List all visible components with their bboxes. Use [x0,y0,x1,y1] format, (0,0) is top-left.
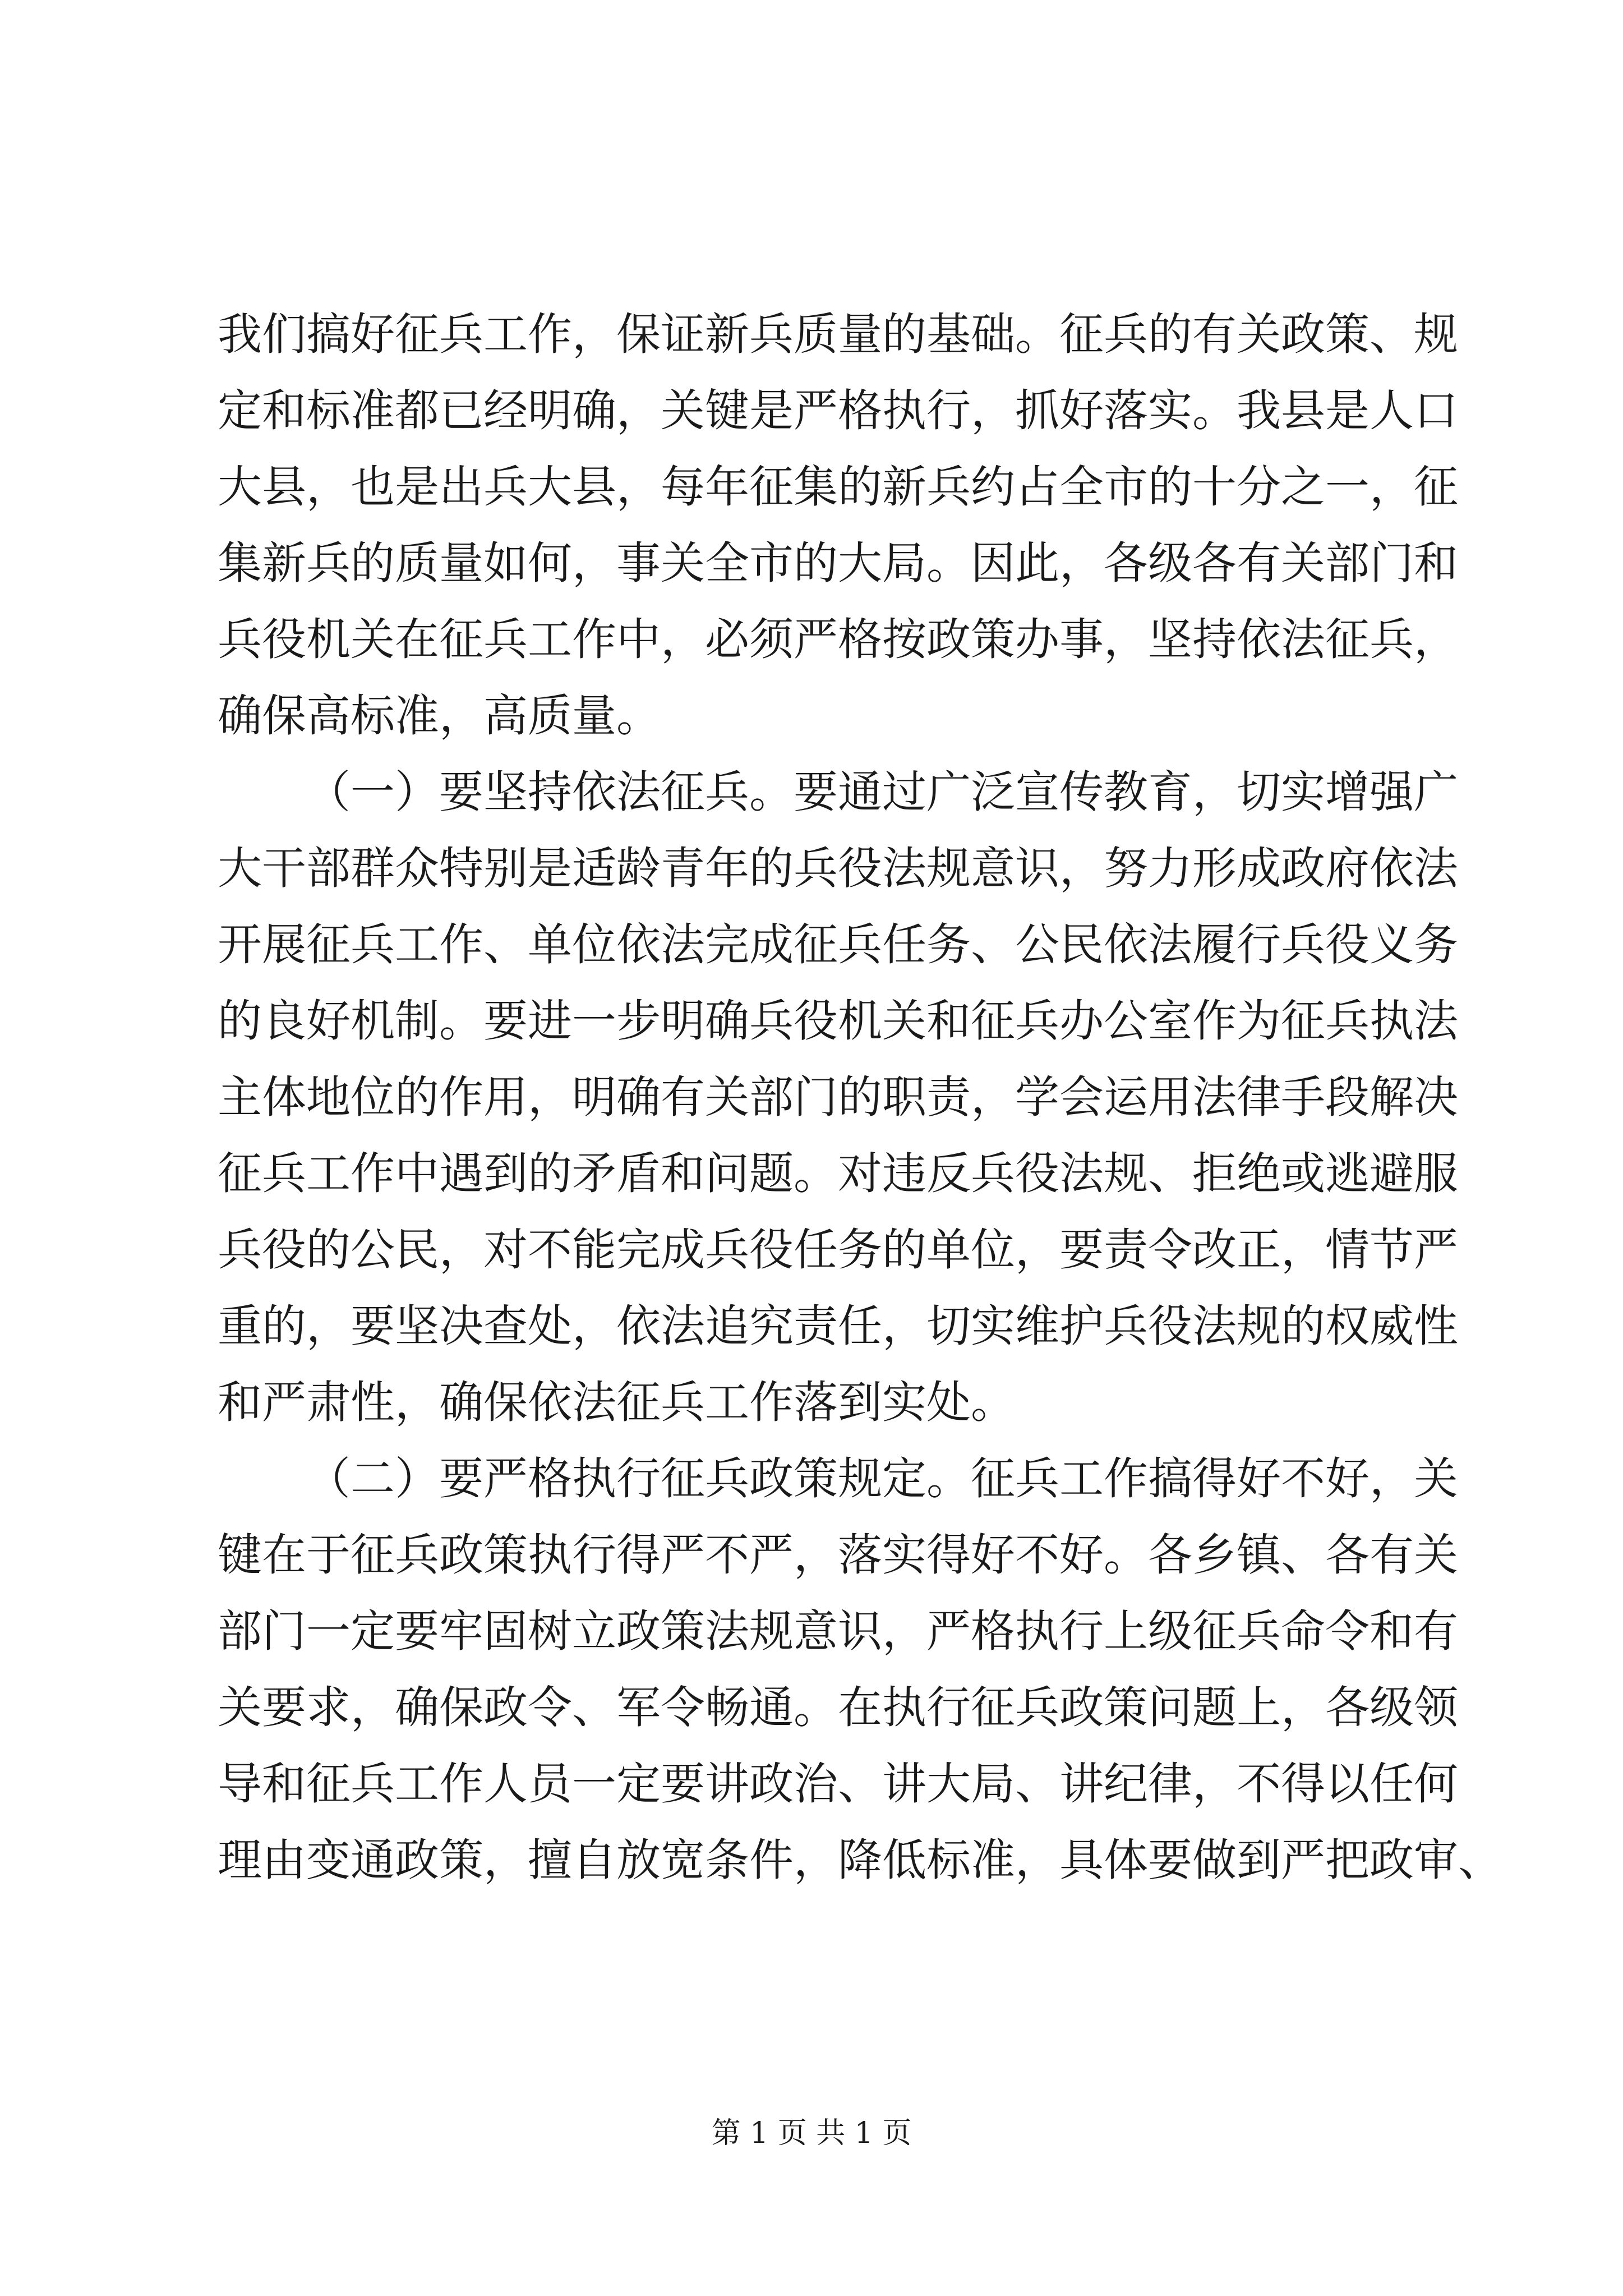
document-body [218,296,1502,1898]
text-line: 重的，要坚决查处，依法追究责任，切实维护兵役法规的权威性 [218,1300,1458,1352]
text-line: 定和标准都已经明确，关键是严格执行，抓好落实。我县是人口 [218,385,1458,436]
paragraph-heading-line: （一）要坚持依法征兵。要通过广泛宣传教育，切实增强广 [306,766,1458,818]
text-line: 大干部群众特别是适龄青年的兵役法规意识，努力形成政府依法 [218,843,1458,894]
text-line: 开展征兵工作、单位依法完成征兵任务、公民依法履行兵役义务 [218,919,1458,970]
text-line: 部门一定要牢固树立政策法规意识，严格执行上级征兵命令和有 [218,1605,1458,1657]
text-line: 兵役机关在征兵工作中，必须严格按政策办事，坚持依法征兵， [218,614,1458,665]
paragraph-heading-line: （二）要严格执行征兵政策规定。征兵工作搞得好不好，关 [306,1453,1458,1504]
text-line: 导和征兵工作人员一定要讲政治、讲大局、讲纪律，不得以任何 [218,1758,1458,1810]
text-line: 的良好机制。要进一步明确兵役机关和征兵办公室作为征兵执法 [218,995,1458,1047]
text-line: 理由变通政策，擅自放宽条件，降低标准，具体要做到严把政审、 [218,1834,1502,1886]
text-line: 主体地位的作用，明确有关部门的职责，学会运用法律手段解决 [218,1071,1458,1123]
text-line: 关要求，确保政令、军令畅通。在执行征兵政策问题上，各级领 [218,1682,1458,1733]
text-line: 大县，也是出兵大县，每年征集的新兵约占全市的十分之一，征 [218,461,1458,513]
text-line: 键在于征兵政策执行得严不严，落实得好不好。各乡镇、各有关 [218,1529,1458,1581]
text-line: 和严肃性，确保依法征兵工作落到实处。 [218,1377,1015,1428]
text-line: 集新兵的质量如何，事关全市的大局。因此，各级各有关部门和 [218,537,1458,589]
text-line: 确保高标准，高质量。 [218,690,661,742]
page-footer: 第 1 页 共 1 页 [711,2116,912,2150]
text-line: 兵役的公民，对不能完成兵役任务的单位，要责令改正，情节严 [218,1224,1458,1276]
text-line: 我们搞好征兵工作，保证新兵质量的基础。征兵的有关政策、规 [218,309,1458,360]
text-line: 征兵工作中遇到的矛盾和问题。对违反兵役法规、拒绝或逃避服 [218,1148,1458,1199]
